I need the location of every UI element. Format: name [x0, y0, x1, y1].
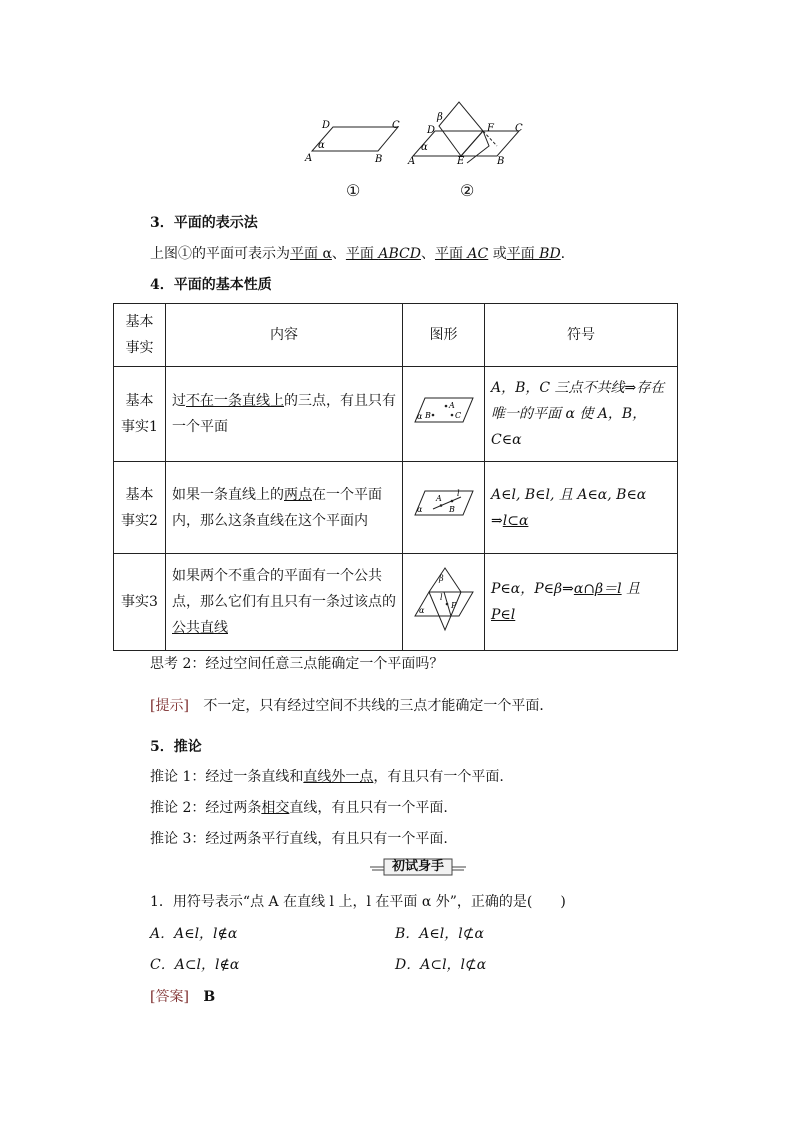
- fig1-point-a: A: [305, 153, 313, 164]
- txt: 推论 1：经过一条直线和: [150, 769, 304, 785]
- think-2-question: 思考 2：经过空间任意三点能确定一个平面吗？: [150, 656, 444, 672]
- row-content: [166, 554, 403, 651]
- txt: 两点: [284, 486, 312, 503]
- fig2-beta: β: [437, 112, 443, 123]
- txt: ABCD: [378, 246, 421, 262]
- txt: ⇒: [491, 512, 503, 529]
- txt: P∈l: [491, 607, 516, 623]
- row-name: 基本事实1: [114, 367, 166, 462]
- row-symbol: [485, 462, 678, 554]
- fig2-point-f: F: [487, 123, 494, 134]
- properties-table: [113, 303, 678, 651]
- fig-b: B: [424, 410, 431, 420]
- txt: 不在一条直线上: [186, 393, 284, 409]
- txt: α∩β＝l: [573, 581, 622, 597]
- fig-l: l: [456, 489, 460, 498]
- fig1-alpha: α: [318, 140, 325, 151]
- plane-alpha: 平面 α: [290, 246, 332, 262]
- row-name: 事实3: [114, 554, 166, 651]
- question-1: 1．用符号表示“点 A 在直线 l 上，l 在平面 α 外”，正确的是( ): [150, 894, 566, 910]
- row-content: [166, 462, 403, 554]
- txt: 如果一条直线上的: [172, 486, 284, 503]
- fig1-point-c: C: [392, 120, 400, 131]
- plane-ac: [435, 246, 488, 262]
- header-symbol: 符号: [485, 304, 678, 367]
- txt: A∈l, B∈l, 且 A∈α, B∈α: [491, 486, 647, 503]
- txt: 过: [172, 393, 186, 409]
- row-symbol: A，B，C 三点不共线⇒存在唯一的平面 α 使 A，B，C∈α: [485, 367, 678, 462]
- sep: 、: [331, 246, 346, 262]
- header-content: 内容: [166, 304, 403, 367]
- row-figure: [403, 367, 485, 462]
- practice-badge: [370, 856, 466, 878]
- section-3-pre: 上图①的平面可表示为: [150, 246, 290, 262]
- sep: 、: [420, 246, 435, 262]
- txt: ，有且只有一个平面.: [373, 769, 504, 785]
- header-fact: 基本事实: [114, 304, 166, 367]
- fig1-point-d: D: [322, 120, 331, 131]
- corollary-1: [150, 766, 504, 786]
- plane-abcd: [346, 246, 421, 262]
- fig-l: l: [439, 592, 443, 602]
- txt: 在一个平面内，那么这条直线在这个平面内: [172, 486, 382, 529]
- txt: 或: [488, 246, 507, 262]
- txt: 公共直线: [172, 620, 228, 636]
- txt: 且: [621, 581, 641, 597]
- answer-label: [答案]: [150, 989, 189, 1005]
- two-planes-icon: [411, 558, 477, 638]
- txt: l⊂α: [502, 512, 529, 529]
- txt: AC: [467, 246, 489, 262]
- plane-three-points-icon: [411, 394, 477, 426]
- fig2-point-d: D: [427, 125, 436, 136]
- plane-bd: [507, 246, 561, 262]
- txt: 如果两个不重合的平面有一个公共点，那么它们有且只有一条过该点的: [172, 568, 396, 610]
- fig-beta: β: [438, 573, 444, 583]
- section-3-text: [150, 243, 565, 263]
- answer-line: [150, 986, 215, 1006]
- plane-line-icon: [411, 487, 477, 519]
- think-2-hint: [150, 695, 553, 715]
- fig-alpha: α: [416, 411, 422, 421]
- header-figure: 图形: [403, 304, 485, 367]
- figure-1-label: ①: [346, 181, 361, 200]
- figure-2-label: ②: [460, 181, 475, 200]
- fig2-point-c: C: [515, 123, 523, 134]
- fig-alpha: α: [416, 505, 422, 514]
- corollary-3: 推论 3：经过两条平行直线，有且只有一个平面.: [150, 831, 448, 847]
- section-5-heading: 5．推论: [150, 739, 202, 755]
- section-3-heading: 3．平面的表示法: [150, 215, 258, 231]
- fig-p: P: [450, 600, 456, 610]
- fig2-point-e: E: [457, 156, 465, 167]
- table-row: [114, 554, 678, 651]
- fig2-alpha: α: [421, 142, 428, 153]
- figure-2-intersecting-planes: [405, 98, 535, 168]
- fig2-point-a: A: [408, 156, 416, 167]
- txt: .: [560, 246, 566, 262]
- txt: 直线外一点: [303, 769, 374, 785]
- table-row: [114, 367, 678, 462]
- row-name: 基本事实2: [114, 462, 166, 554]
- txt: 推论 2：经过两条: [150, 800, 262, 816]
- row-figure: [403, 554, 485, 651]
- fig-b: B: [448, 505, 455, 514]
- fig-a: A: [435, 494, 442, 503]
- answer-value: B: [203, 989, 216, 1005]
- txt: BD: [539, 246, 561, 262]
- txt: 的三点，有且只有一个平面: [172, 393, 396, 435]
- txt: 平面: [434, 246, 468, 262]
- hint-text: 不一定，只有经过空间不共线的三点才能确定一个平面．: [203, 698, 554, 714]
- txt: 平面: [506, 246, 540, 262]
- option-a: A．A∈l，l∉α: [150, 926, 238, 942]
- option-b: B．A∈l，l⊄α: [395, 926, 484, 942]
- fig-a: A: [448, 400, 455, 410]
- option-d: D．A⊂l，l⊄α: [395, 957, 487, 973]
- option-c: C．A⊂l，l∉α: [150, 957, 240, 973]
- table-header-row: [114, 304, 678, 367]
- row-symbol: [485, 554, 678, 651]
- txt: 直线，有且只有一个平面.: [289, 800, 448, 816]
- fig2-point-b: B: [497, 156, 505, 167]
- row-figure: [403, 462, 485, 554]
- fig-alpha: α: [418, 605, 424, 615]
- badge-text: 初试身手: [391, 859, 444, 874]
- txt: P∈α，P∈β⇒: [491, 581, 574, 597]
- txt: 相交: [261, 800, 290, 816]
- row-content: [166, 367, 403, 462]
- txt: 平面: [345, 246, 379, 262]
- hint-label: [提示]: [150, 698, 189, 714]
- fig-c: C: [454, 410, 461, 420]
- section-4-heading: 4．平面的基本性质: [150, 277, 272, 293]
- corollary-2: [150, 797, 448, 817]
- fig1-point-b: B: [375, 154, 383, 165]
- table-row: [114, 462, 678, 554]
- figure-1-parallelogram: [300, 115, 410, 170]
